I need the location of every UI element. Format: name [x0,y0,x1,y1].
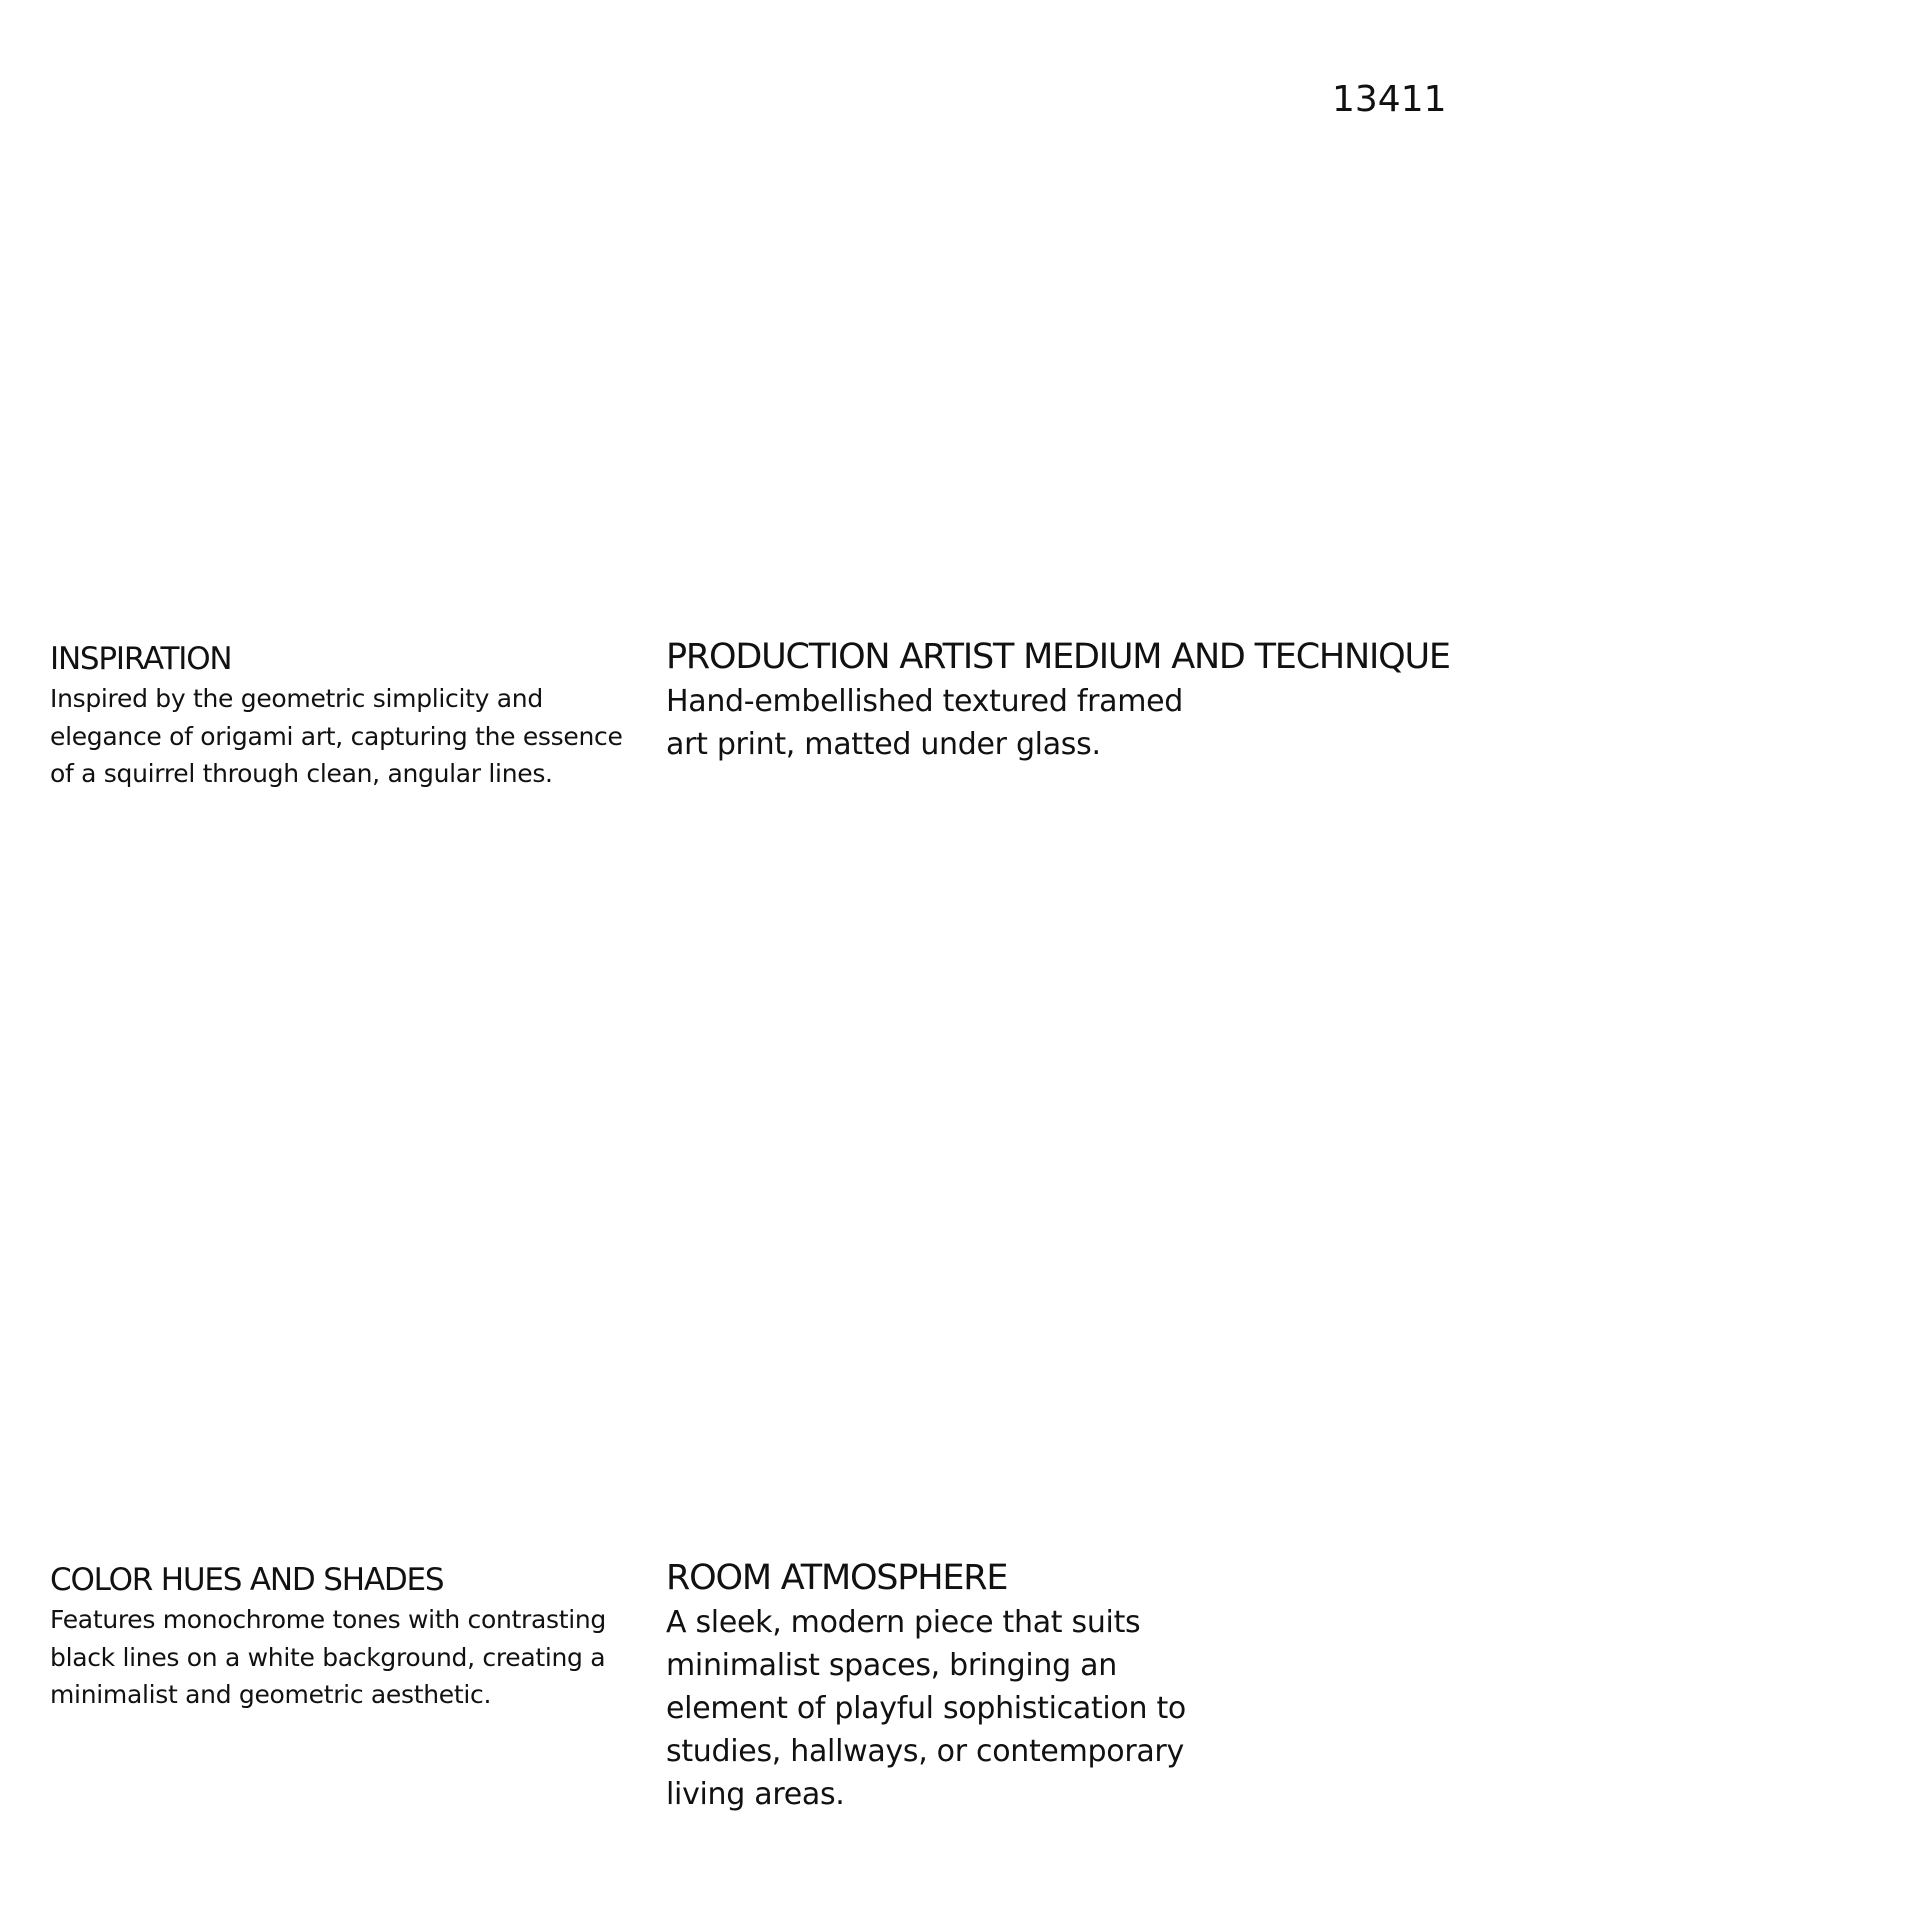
room-atmosphere-heading: ROOM ATMOSPHERE [666,1558,1008,1598]
color-hues-section [50,1559,650,1714]
color-hues-heading: COLOR HUES AND SHADES [50,1562,444,1598]
medium-technique-heading: PRODUCTION ARTIST MEDIUM AND TECHNIQUE [666,637,1450,677]
color-hues-text: Features monochrome tones with contrasting black lines on a white background, creating a minimalist and geometric aesthetic. [50,1605,606,1709]
inspiration-text: Inspired by the geometric simplicity and elegance of origami art, capturing the essence of a squirrel through clean, angular lines. [50,684,623,788]
medium-technique-section [666,634,1450,766]
medium-technique-text: Hand-embellished textured framed art print, matted under glass. [666,684,1184,762]
inspiration-heading: INSPIRATION [50,641,232,677]
room-atmosphere-text: A sleek, modern piece that suits minimalist spaces, bringing an element of playful sophistication to studies, hallways, or contemporary living areas. [666,1605,1186,1812]
product-sku-number: 13411 [1332,79,1447,120]
room-atmosphere-section [666,1555,1246,1816]
inspiration-section [50,638,650,793]
